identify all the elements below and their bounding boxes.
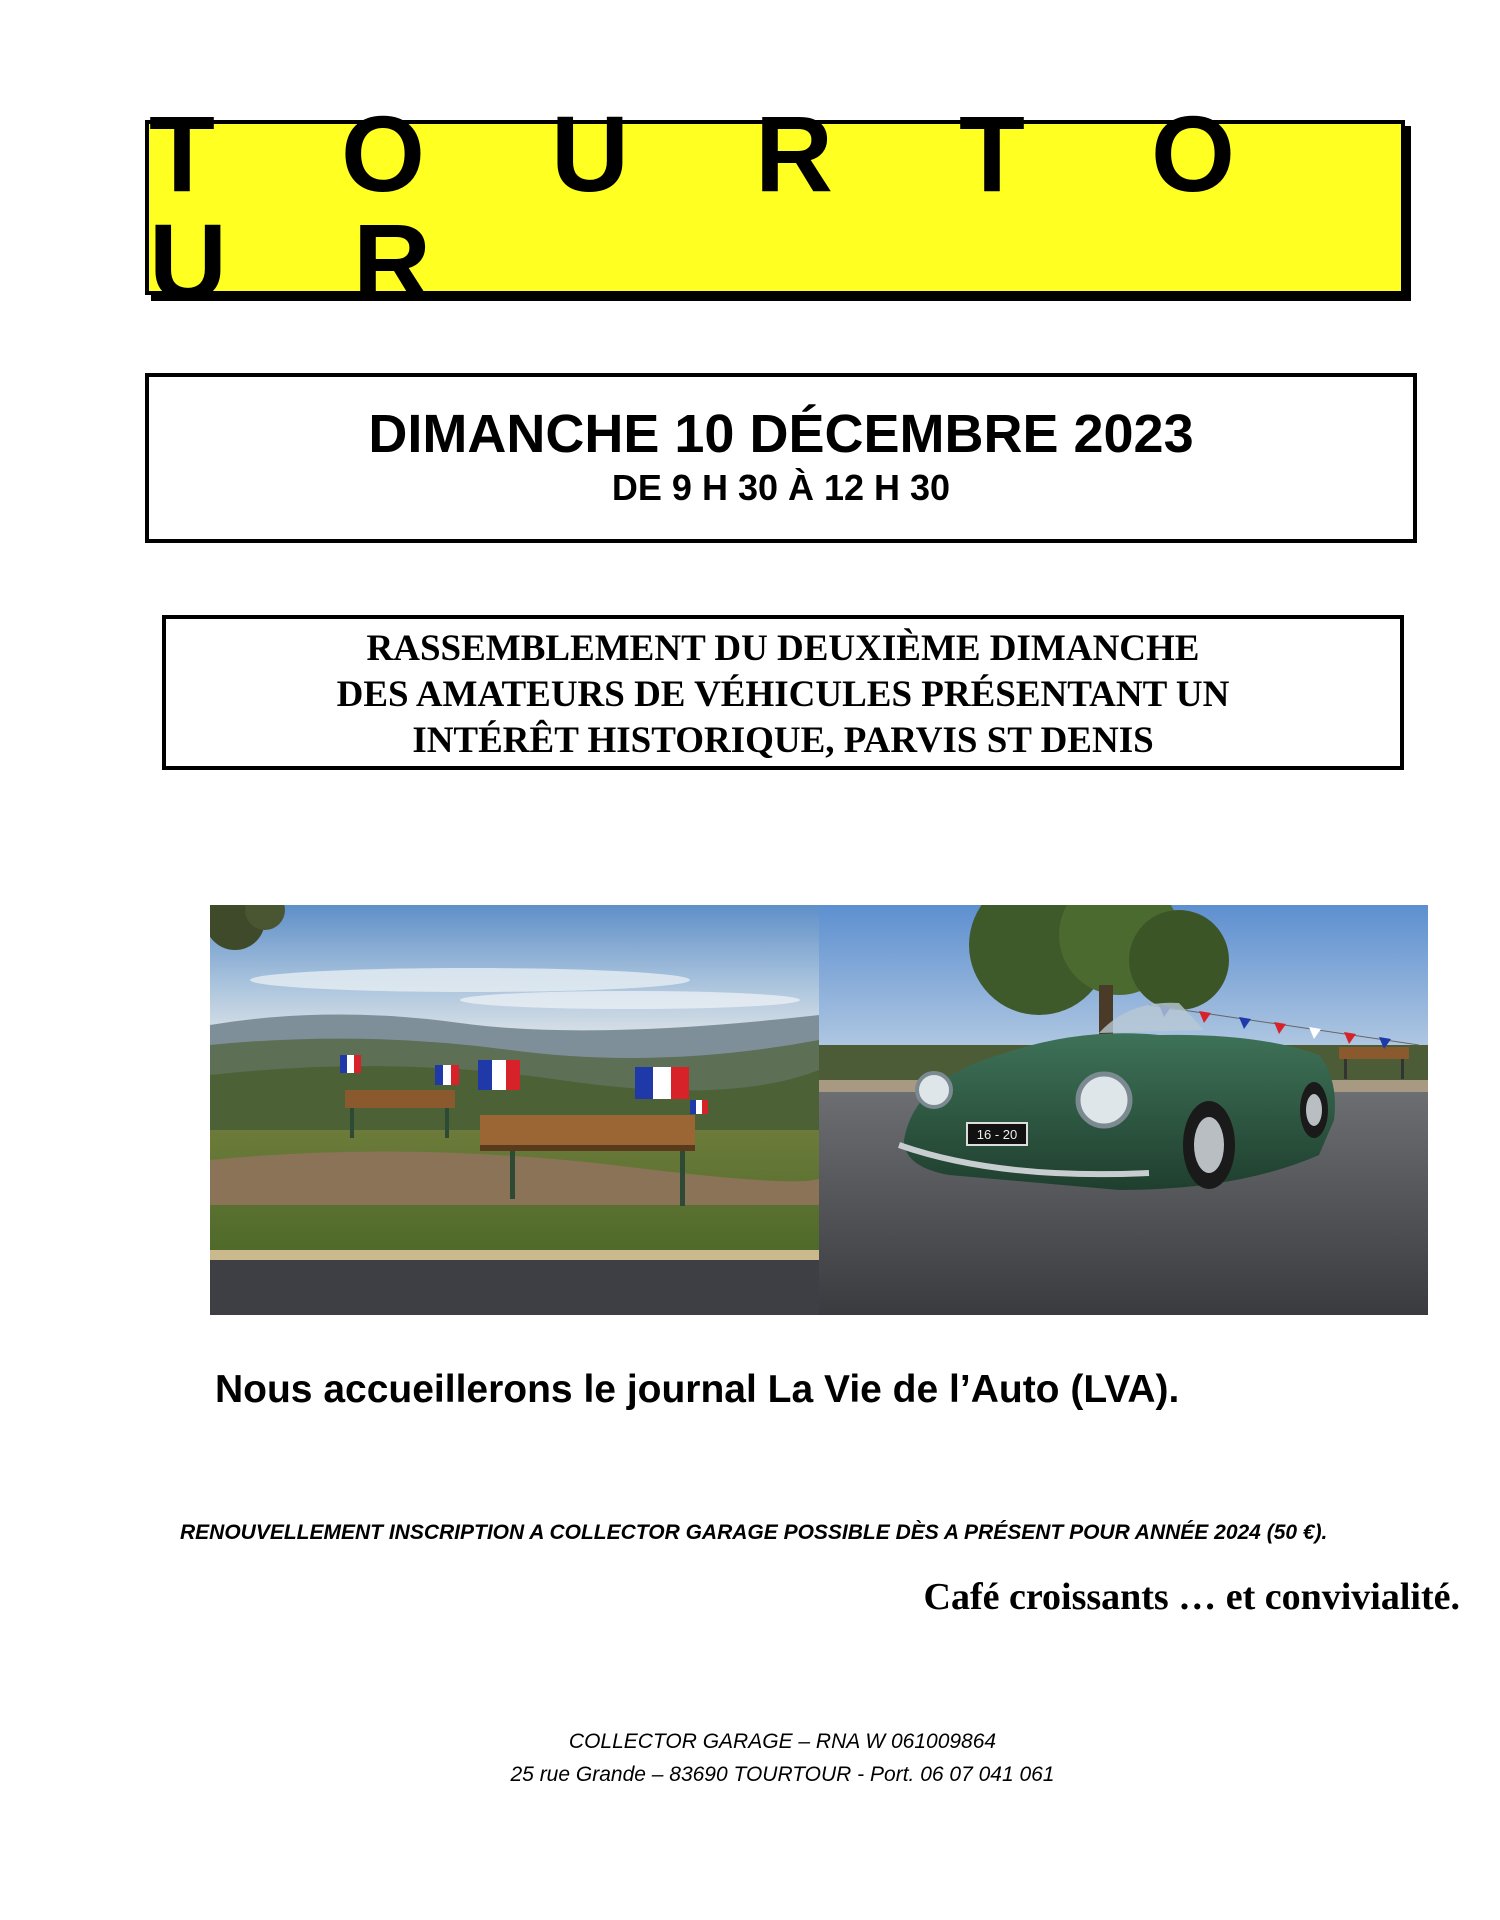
- footer: [0, 1725, 1500, 1791]
- event-date: DIMANCHE 10 DÉCEMBRE 2023: [368, 404, 1194, 464]
- cafe-message: Café croissants … et convivialité.: [923, 1576, 1460, 1618]
- footer-line-1: COLLECTOR GARAGE – RNA W 061009864: [568, 1730, 997, 1753]
- car-plate: 16 - 20: [976, 1127, 1018, 1142]
- photo-vintage-car: [819, 905, 1428, 1315]
- photo-strip: [210, 905, 1428, 1315]
- renewal-notice: RENOUVELLEMENT INSCRIPTION A COLLECTOR GARAGE POSSIBLE DÈS A PRÉSENT POUR ANNÉE 2024 (50 €).: [180, 1521, 1328, 1544]
- description-line-1: RASSEMBLEMENT DU DEUXIÈME DIMANCHE: [366, 628, 1200, 669]
- footer-line-2: 25 rue Grande – 83690 TOURTOUR - Port. 06 07 041 061: [510, 1763, 1055, 1786]
- description-line-2: DES AMATEURS DE VÉHICULES PRÉSENTANT UN: [336, 674, 1230, 715]
- event-hours: DE 9 H 30 À 12 H 30: [611, 467, 951, 509]
- title-banner: [145, 92, 1405, 322]
- page-title: T O U R T O U R: [149, 92, 1283, 322]
- welcome-message: Nous accueillerons le journal La Vie de l’Auto (LVA).: [215, 1368, 1180, 1411]
- description-line-3: INTÉRÊT HISTORIQUE, PARVIS ST DENIS: [412, 720, 1154, 761]
- description-box: [162, 615, 1404, 770]
- date-box: [145, 373, 1417, 543]
- photo-panorama-benches: [210, 905, 819, 1315]
